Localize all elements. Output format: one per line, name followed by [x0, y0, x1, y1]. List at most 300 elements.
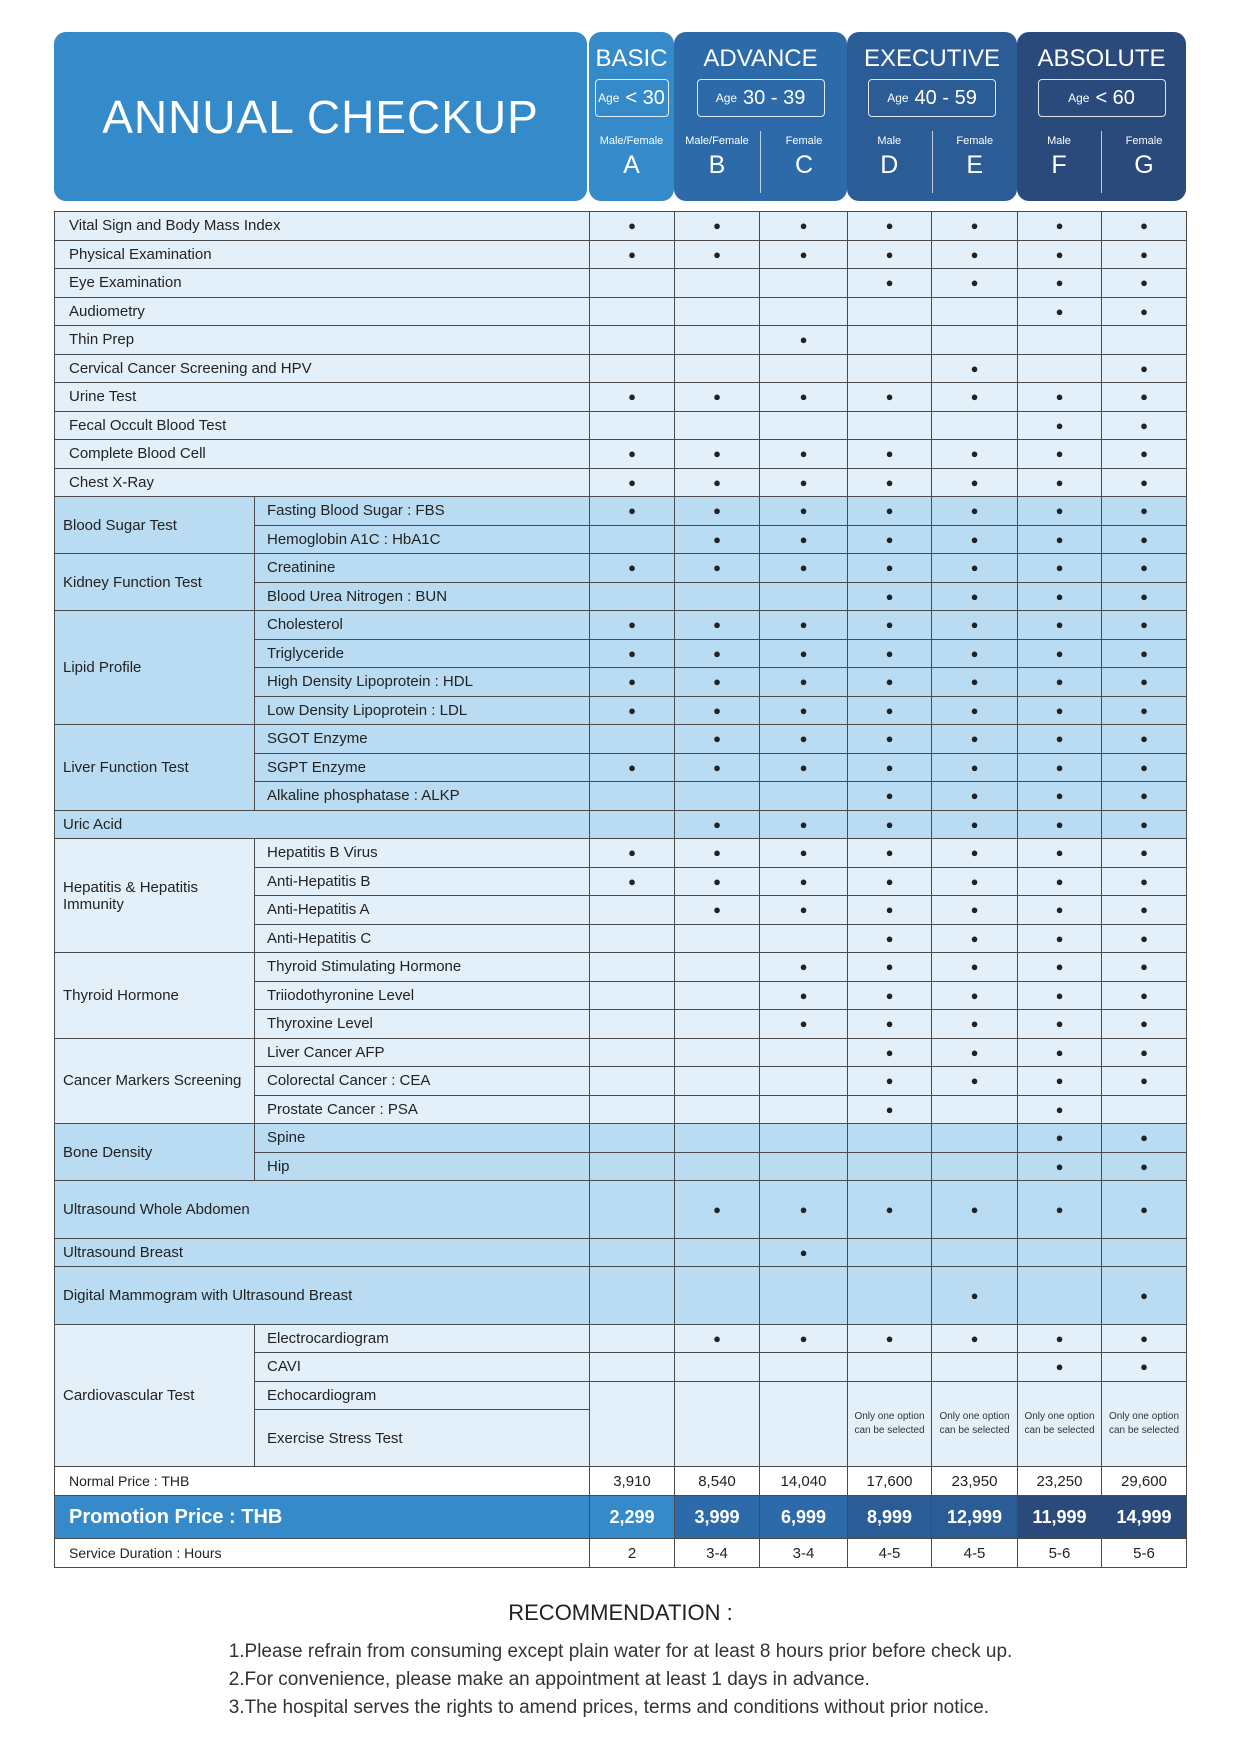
inclusion-cell-D	[848, 1038, 932, 1067]
inclusion-cell-G	[1102, 326, 1187, 355]
inclusion-cell-F	[1018, 867, 1102, 896]
service-duration-label: Service Duration : Hours	[55, 1539, 590, 1568]
included-dot-icon: ●	[1055, 446, 1064, 462]
inclusion-cell-A	[590, 611, 675, 640]
inclusion-cell-B	[675, 1181, 760, 1239]
inclusion-cell-E	[932, 1038, 1018, 1067]
inclusion-cell-F	[1018, 468, 1102, 497]
inclusion-cell-G	[1102, 497, 1187, 526]
inclusion-cell-F	[1018, 810, 1102, 839]
included-dot-icon: ●	[885, 845, 894, 861]
inclusion-cell-C	[760, 896, 848, 925]
included-dot-icon: ●	[628, 246, 636, 262]
table-row	[55, 468, 1187, 497]
inclusion-cell-F	[1018, 383, 1102, 412]
included-dot-icon: ●	[713, 674, 721, 690]
package-name: BASIC	[595, 45, 668, 72]
inclusion-cell-D	[848, 668, 932, 697]
included-dot-icon: ●	[1055, 417, 1064, 433]
included-dot-icon: ●	[885, 560, 894, 576]
table-row	[55, 1181, 1187, 1239]
included-dot-icon: ●	[1055, 987, 1064, 1003]
inclusion-cell-A	[590, 1152, 675, 1181]
inclusion-cell-G	[1102, 1067, 1187, 1096]
inclusion-cell-C	[760, 269, 848, 298]
program-column-header	[589, 131, 674, 193]
age-range-box	[1038, 79, 1166, 117]
inclusion-cell-B	[675, 1353, 760, 1382]
promotion-price-label: Promotion Price : THB	[55, 1496, 590, 1539]
inclusion-cell-B	[675, 639, 760, 668]
inclusion-cell-A	[590, 1067, 675, 1096]
included-dot-icon: ●	[628, 845, 636, 861]
inclusion-cell-F	[1018, 924, 1102, 953]
test-item-label: Alkaline phosphatase : ALKP	[255, 782, 590, 811]
included-dot-icon: ●	[799, 531, 808, 547]
inclusion-cell-G	[1102, 810, 1187, 839]
included-dot-icon: ●	[799, 1244, 808, 1260]
inclusion-cell-B	[675, 1124, 760, 1153]
inclusion-cell-A	[590, 1238, 675, 1267]
inclusion-cell-E	[932, 354, 1018, 383]
inclusion-cell-G	[1102, 1238, 1187, 1267]
included-dot-icon: ●	[885, 959, 894, 975]
included-dot-icon: ●	[628, 873, 636, 889]
inclusion-cell-C	[760, 411, 848, 440]
option-note: Only one option can be selected	[939, 1410, 1010, 1436]
included-dot-icon: ●	[799, 987, 808, 1003]
gender-label: Female	[1125, 135, 1163, 147]
inclusion-cell-A	[590, 1353, 675, 1382]
inclusion-cell-G	[1102, 1324, 1187, 1353]
inclusion-cell-C	[760, 383, 848, 412]
promotion-price-value-G: 14,999	[1102, 1496, 1187, 1539]
inclusion-cell-E	[932, 753, 1018, 782]
normal-price-value-E: 23,950	[932, 1467, 1018, 1496]
inclusion-cell-G	[1102, 725, 1187, 754]
included-dot-icon: ●	[1140, 845, 1148, 861]
included-dot-icon: ●	[1140, 1044, 1148, 1060]
inclusion-cell-F	[1018, 1353, 1102, 1382]
included-dot-icon: ●	[1055, 674, 1064, 690]
inclusion-cell-E	[932, 867, 1018, 896]
inclusion-cell-G	[1102, 981, 1187, 1010]
recommendation-title: RECOMMENDATION :	[508, 1600, 733, 1625]
included-dot-icon: ●	[970, 218, 979, 234]
inclusion-cell-E	[932, 297, 1018, 326]
included-dot-icon: ●	[799, 674, 808, 690]
inclusion-cell-B	[675, 953, 760, 982]
inclusion-cell-B	[675, 411, 760, 440]
table-row	[55, 354, 1187, 383]
program-column-header	[1017, 131, 1101, 193]
inclusion-cell-F	[1018, 696, 1102, 725]
inclusion-cell-G	[1102, 468, 1187, 497]
inclusion-cell-A	[590, 582, 675, 611]
included-dot-icon: ●	[628, 218, 636, 234]
age-range-box	[697, 79, 825, 117]
table-row	[55, 240, 1187, 269]
inclusion-cell-E	[932, 839, 1018, 868]
inclusion-cell-B	[675, 468, 760, 497]
included-dot-icon: ●	[885, 1073, 894, 1089]
included-dot-icon: ●	[799, 1016, 808, 1032]
included-dot-icon: ●	[1140, 645, 1148, 661]
inclusion-cell-A	[590, 1095, 675, 1124]
included-dot-icon: ●	[885, 588, 894, 604]
included-dot-icon: ●	[1055, 531, 1064, 547]
included-dot-icon: ●	[799, 474, 808, 490]
inclusion-cell-A	[590, 924, 675, 953]
test-item-label: Thin Prep	[55, 326, 590, 355]
inclusion-cell-G	[1102, 582, 1187, 611]
inclusion-cell-C	[760, 326, 848, 355]
inclusion-cell-A	[590, 1124, 675, 1153]
gender-label: Male	[877, 135, 902, 147]
inclusion-cell-D	[848, 1353, 932, 1382]
included-dot-icon: ●	[713, 218, 721, 234]
included-dot-icon: ●	[799, 845, 808, 861]
table-row	[55, 497, 1187, 526]
included-dot-icon: ●	[1055, 1101, 1064, 1117]
table-row	[55, 725, 1187, 754]
inclusion-cell-C	[760, 1181, 848, 1239]
test-item-label: High Density Lipoprotein : HDL	[255, 668, 590, 697]
included-dot-icon: ●	[1055, 1359, 1064, 1375]
included-dot-icon: ●	[885, 1016, 894, 1032]
included-dot-icon: ●	[970, 446, 979, 462]
inclusion-cell-F	[1018, 582, 1102, 611]
inclusion-cell-A	[590, 554, 675, 583]
inclusion-cell-E	[932, 896, 1018, 925]
inclusion-cell-G	[1102, 611, 1187, 640]
package-advance-header	[674, 32, 847, 201]
inclusion-cell-F	[1018, 1010, 1102, 1039]
inclusion-cell-D	[848, 468, 932, 497]
included-dot-icon: ●	[1140, 959, 1148, 975]
test-item-label: CAVI	[255, 1353, 590, 1382]
inclusion-cell-B	[675, 668, 760, 697]
inclusion-cell-C	[760, 981, 848, 1010]
inclusion-cell-B	[675, 725, 760, 754]
included-dot-icon: ●	[1140, 816, 1148, 832]
included-dot-icon: ●	[970, 959, 979, 975]
included-dot-icon: ●	[1055, 560, 1064, 576]
included-dot-icon: ●	[885, 1044, 894, 1060]
included-dot-icon: ●	[628, 617, 636, 633]
inclusion-cell-A	[590, 326, 675, 355]
included-dot-icon: ●	[1055, 645, 1064, 661]
included-dot-icon: ●	[970, 1016, 979, 1032]
included-dot-icon: ●	[1140, 1330, 1148, 1346]
option-note: Only one option can be selected	[1108, 1410, 1180, 1436]
inclusion-cell-D	[848, 1095, 932, 1124]
included-dot-icon: ●	[885, 1330, 894, 1346]
inclusion-cell-E	[932, 953, 1018, 982]
inclusion-cell-A	[590, 297, 675, 326]
inclusion-cell-A	[590, 639, 675, 668]
included-dot-icon: ●	[970, 788, 979, 804]
option-note-cell-B	[675, 1381, 760, 1467]
included-dot-icon: ●	[885, 759, 894, 775]
included-dot-icon: ●	[1140, 360, 1148, 376]
included-dot-icon: ●	[799, 560, 808, 576]
inclusion-cell-F	[1018, 839, 1102, 868]
inclusion-cell-A	[590, 383, 675, 412]
included-dot-icon: ●	[970, 873, 979, 889]
inclusion-cell-E	[932, 1095, 1018, 1124]
included-dot-icon: ●	[799, 389, 808, 405]
inclusion-cell-C	[760, 468, 848, 497]
inclusion-cell-B	[675, 1152, 760, 1181]
gender-label: Male	[1047, 135, 1071, 147]
option-note-cell-F	[1018, 1381, 1102, 1467]
title-panel	[54, 32, 587, 201]
inclusion-cell-F	[1018, 1067, 1102, 1096]
included-dot-icon: ●	[628, 389, 636, 405]
included-dot-icon: ●	[713, 845, 721, 861]
included-dot-icon: ●	[970, 674, 979, 690]
included-dot-icon: ●	[885, 731, 894, 747]
included-dot-icon: ●	[628, 702, 636, 718]
included-dot-icon: ●	[885, 503, 894, 519]
inclusion-cell-C	[760, 611, 848, 640]
inclusion-cell-A	[590, 1267, 675, 1325]
included-dot-icon: ●	[713, 446, 721, 462]
table-row	[55, 383, 1187, 412]
inclusion-cell-C	[760, 782, 848, 811]
included-dot-icon: ●	[970, 1287, 979, 1303]
inclusion-cell-F	[1018, 782, 1102, 811]
included-dot-icon: ●	[1140, 930, 1148, 946]
test-item-label: Triglyceride	[255, 639, 590, 668]
included-dot-icon: ●	[713, 474, 721, 490]
inclusion-cell-C	[760, 240, 848, 269]
inclusion-cell-C	[760, 297, 848, 326]
included-dot-icon: ●	[970, 588, 979, 604]
test-item-label: Anti-Hepatitis A	[255, 896, 590, 925]
included-dot-icon: ●	[799, 617, 808, 633]
inclusion-cell-G	[1102, 1181, 1187, 1239]
included-dot-icon: ●	[713, 389, 721, 405]
inclusion-cell-E	[932, 440, 1018, 469]
inclusion-cell-C	[760, 639, 848, 668]
inclusion-cell-D	[848, 1267, 932, 1325]
included-dot-icon: ●	[1055, 617, 1064, 633]
test-group-label: Hepatitis & Hepatitis Immunity	[55, 839, 255, 953]
inclusion-cell-F	[1018, 1124, 1102, 1153]
test-item-label: Eye Examination	[55, 269, 590, 298]
age-value: 40 - 59	[914, 86, 977, 109]
inclusion-cell-C	[760, 497, 848, 526]
included-dot-icon: ●	[970, 246, 979, 262]
package-executive-header	[847, 32, 1017, 201]
table-row	[55, 212, 1187, 241]
promotion-price-value-B: 3,999	[675, 1496, 760, 1539]
test-group-label: Bone Density	[55, 1124, 255, 1181]
inclusion-cell-G	[1102, 867, 1187, 896]
inclusion-cell-C	[760, 1095, 848, 1124]
inclusion-cell-A	[590, 725, 675, 754]
included-dot-icon: ●	[799, 332, 808, 348]
inclusion-cell-E	[932, 810, 1018, 839]
inclusion-cell-E	[932, 1181, 1018, 1239]
included-dot-icon: ●	[628, 503, 636, 519]
promotion-price-value-C: 6,999	[760, 1496, 848, 1539]
included-dot-icon: ●	[1055, 275, 1064, 291]
inclusion-cell-E	[932, 212, 1018, 241]
option-note-cell-A	[590, 1381, 675, 1467]
included-dot-icon: ●	[799, 1201, 808, 1217]
included-dot-icon: ●	[1140, 588, 1148, 604]
inclusion-cell-E	[932, 326, 1018, 355]
test-item-label: Chest X-Ray	[55, 468, 590, 497]
test-group-label: Kidney Function Test	[55, 554, 255, 611]
program-letter: F	[1051, 151, 1067, 179]
program-letter: D	[880, 151, 899, 179]
included-dot-icon: ●	[1140, 417, 1148, 433]
inclusion-cell-C	[760, 924, 848, 953]
included-dot-icon: ●	[713, 560, 721, 576]
included-dot-icon: ●	[1140, 531, 1148, 547]
included-dot-icon: ●	[1140, 1158, 1148, 1174]
inclusion-cell-C	[760, 554, 848, 583]
included-dot-icon: ●	[713, 902, 721, 918]
inclusion-cell-B	[675, 753, 760, 782]
inclusion-cell-G	[1102, 440, 1187, 469]
inclusion-cell-A	[590, 981, 675, 1010]
test-item-label: Anti-Hepatitis B	[255, 867, 590, 896]
included-dot-icon: ●	[1140, 246, 1148, 262]
included-dot-icon: ●	[799, 503, 808, 519]
included-dot-icon: ●	[885, 446, 894, 462]
included-dot-icon: ●	[799, 731, 808, 747]
test-group-label: Thyroid Hormone	[55, 953, 255, 1039]
included-dot-icon: ●	[713, 731, 721, 747]
test-item-label: Spine	[255, 1124, 590, 1153]
test-item-label: Echocardiogram	[255, 1381, 590, 1410]
inclusion-cell-B	[675, 326, 760, 355]
promotion-price-row	[55, 1496, 1187, 1539]
included-dot-icon: ●	[713, 816, 721, 832]
recommendation-section	[0, 1600, 1241, 1722]
test-item-label: Electrocardiogram	[255, 1324, 590, 1353]
inclusion-cell-B	[675, 1267, 760, 1325]
package-name: ABSOLUTE	[1037, 45, 1166, 72]
normal-price-value-F: 23,250	[1018, 1467, 1102, 1496]
normal-price-value-G: 29,600	[1102, 1467, 1187, 1496]
inclusion-cell-A	[590, 1324, 675, 1353]
inclusion-cell-G	[1102, 297, 1187, 326]
included-dot-icon: ●	[1055, 873, 1064, 889]
normal-price-row	[55, 1467, 1187, 1496]
table-row	[55, 297, 1187, 326]
included-dot-icon: ●	[799, 959, 808, 975]
inclusion-cell-F	[1018, 1181, 1102, 1239]
included-dot-icon: ●	[970, 531, 979, 547]
inclusion-cell-E	[932, 240, 1018, 269]
included-dot-icon: ●	[1140, 674, 1148, 690]
inclusion-cell-G	[1102, 269, 1187, 298]
included-dot-icon: ●	[970, 731, 979, 747]
inclusion-cell-D	[848, 1124, 932, 1153]
inclusion-cell-B	[675, 1095, 760, 1124]
included-dot-icon: ●	[1055, 588, 1064, 604]
inclusion-cell-F	[1018, 497, 1102, 526]
inclusion-cell-D	[848, 440, 932, 469]
test-item-label: Exercise Stress Test	[255, 1410, 590, 1467]
included-dot-icon: ●	[1055, 503, 1064, 519]
inclusion-cell-E	[932, 1152, 1018, 1181]
test-item-label: Ultrasound Breast	[55, 1238, 590, 1267]
test-group-label: Liver Function Test	[55, 725, 255, 811]
package-name: EXECUTIVE	[863, 45, 1001, 72]
inclusion-cell-A	[590, 525, 675, 554]
included-dot-icon: ●	[970, 845, 979, 861]
included-dot-icon: ●	[1055, 218, 1064, 234]
service-duration-value-F: 5-6	[1018, 1539, 1102, 1568]
inclusion-cell-E	[932, 1267, 1018, 1325]
inclusion-cell-C	[760, 696, 848, 725]
included-dot-icon: ●	[799, 702, 808, 718]
inclusion-cell-C	[760, 1124, 848, 1153]
inclusion-cell-D	[848, 326, 932, 355]
included-dot-icon: ●	[799, 446, 808, 462]
table-row	[55, 839, 1187, 868]
included-dot-icon: ●	[885, 902, 894, 918]
inclusion-cell-F	[1018, 668, 1102, 697]
included-dot-icon: ●	[1055, 759, 1064, 775]
inclusion-cell-G	[1102, 411, 1187, 440]
inclusion-cell-A	[590, 810, 675, 839]
included-dot-icon: ●	[885, 246, 894, 262]
inclusion-cell-D	[848, 1324, 932, 1353]
included-dot-icon: ●	[1055, 788, 1064, 804]
included-dot-icon: ●	[799, 1330, 808, 1346]
test-item-label: Fecal Occult Blood Test	[55, 411, 590, 440]
included-dot-icon: ●	[799, 816, 808, 832]
inclusion-cell-G	[1102, 639, 1187, 668]
included-dot-icon: ●	[1140, 987, 1148, 1003]
included-dot-icon: ●	[1140, 474, 1148, 490]
age-label: Age	[1068, 91, 1090, 105]
inclusion-cell-D	[848, 411, 932, 440]
inclusion-cell-D	[848, 953, 932, 982]
test-item-label: SGPT Enzyme	[255, 753, 590, 782]
included-dot-icon: ●	[1140, 759, 1148, 775]
inclusion-cell-F	[1018, 1038, 1102, 1067]
table-row	[55, 411, 1187, 440]
inclusion-cell-A	[590, 896, 675, 925]
inclusion-cell-D	[848, 696, 932, 725]
included-dot-icon: ●	[799, 873, 808, 889]
included-dot-icon: ●	[970, 389, 979, 405]
inclusion-cell-F	[1018, 1267, 1102, 1325]
program-letter: A	[623, 151, 640, 179]
included-dot-icon: ●	[885, 617, 894, 633]
included-dot-icon: ●	[713, 246, 721, 262]
inclusion-cell-A	[590, 411, 675, 440]
inclusion-cell-G	[1102, 953, 1187, 982]
inclusion-cell-G	[1102, 1010, 1187, 1039]
inclusion-cell-F	[1018, 269, 1102, 298]
inclusion-cell-E	[932, 924, 1018, 953]
program-column-header	[932, 131, 1018, 193]
promotion-price-value-F: 11,999	[1018, 1496, 1102, 1539]
promotion-price-value-A: 2,299	[590, 1496, 675, 1539]
inclusion-cell-B	[675, 981, 760, 1010]
inclusion-cell-D	[848, 297, 932, 326]
